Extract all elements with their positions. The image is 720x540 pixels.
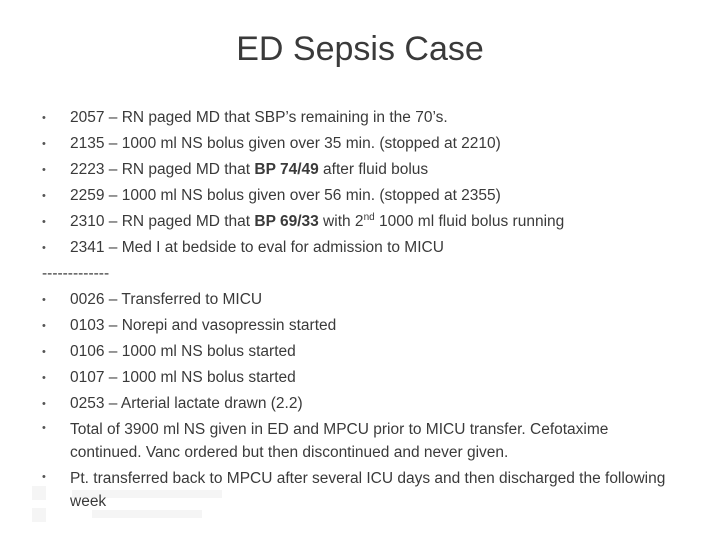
list-item-text-start: 2310 – RN paged MD that <box>70 213 255 230</box>
list-item <box>42 235 682 261</box>
list-item-text-mid: with 2 <box>318 213 364 230</box>
list-item-text-end: 1000 ml fluid bolus running <box>374 213 565 230</box>
list-item-text-start: 2223 – RN paged MD that <box>70 161 255 178</box>
bullet-icon: • <box>42 112 46 124</box>
list-item <box>42 183 682 209</box>
bullet-icon: • <box>42 242 46 254</box>
faint-background-mark <box>32 478 222 526</box>
list-item-bold-value: BP 74/49 <box>254 161 319 178</box>
list-item-text: 0026 – Transferred to MICU <box>70 291 263 308</box>
slide-title: ED Sepsis Case <box>236 30 484 68</box>
list-item-text: Pt. transferred back to MPCU after several ICU days and then discharged the following week <box>70 470 666 510</box>
list-item-bold-value: BP 69/33 <box>254 213 319 230</box>
list-item <box>42 339 682 365</box>
list-item <box>42 105 682 131</box>
list-item-text: 2259 – 1000 ml NS bolus given over 56 min. (stopped at 2355) <box>70 187 501 204</box>
list-item <box>42 287 682 313</box>
list-item-text: 2135 – 1000 ml NS bolus given over 35 min. (stopped at 2210) <box>70 135 501 152</box>
list-item-text: 2341 – Med I at bedside to eval for admission to MICU <box>70 239 444 256</box>
list-item-text: 2057 – RN paged MD that SBP’s remaining in the 70’s. <box>70 109 448 126</box>
bullet-icon: • <box>42 422 46 434</box>
list-item <box>42 391 682 417</box>
separator-line: ------------- <box>42 265 110 282</box>
list-item-text: 0107 – 1000 ml NS bolus started <box>70 369 296 386</box>
list-item <box>42 157 682 183</box>
bullet-icon: • <box>42 138 46 150</box>
list-item-text: Total of 3900 ml NS given in ED and MPCU prior to MICU transfer. Cefotaxime continued. Vanc ordered but then discontinued and never given. <box>70 421 609 461</box>
list-item <box>42 313 682 339</box>
list-item-text: 0106 – 1000 ml NS bolus started <box>70 343 296 360</box>
bullet-icon: • <box>42 294 46 306</box>
bullet-icon: • <box>42 398 46 410</box>
list-item <box>42 209 682 235</box>
list-item <box>42 131 682 157</box>
list-item-text: 0103 – Norepi and vasopressin started <box>70 317 337 334</box>
bullet-icon: • <box>42 320 46 332</box>
bullet-icon: • <box>42 164 46 176</box>
list-item-superscript: nd <box>363 211 375 223</box>
list-item-text-end: after fluid bolus <box>318 161 429 178</box>
list-item <box>42 365 682 391</box>
bullet-icon: • <box>42 346 46 358</box>
bullet-icon: • <box>42 372 46 384</box>
list-item-text: 0253 – Arterial lactate drawn (2.2) <box>70 395 303 412</box>
slide-body <box>42 105 682 515</box>
bullet-icon: • <box>42 216 46 228</box>
bullet-icon: • <box>42 471 46 483</box>
list-item <box>42 417 682 466</box>
bullet-icon: • <box>42 190 46 202</box>
